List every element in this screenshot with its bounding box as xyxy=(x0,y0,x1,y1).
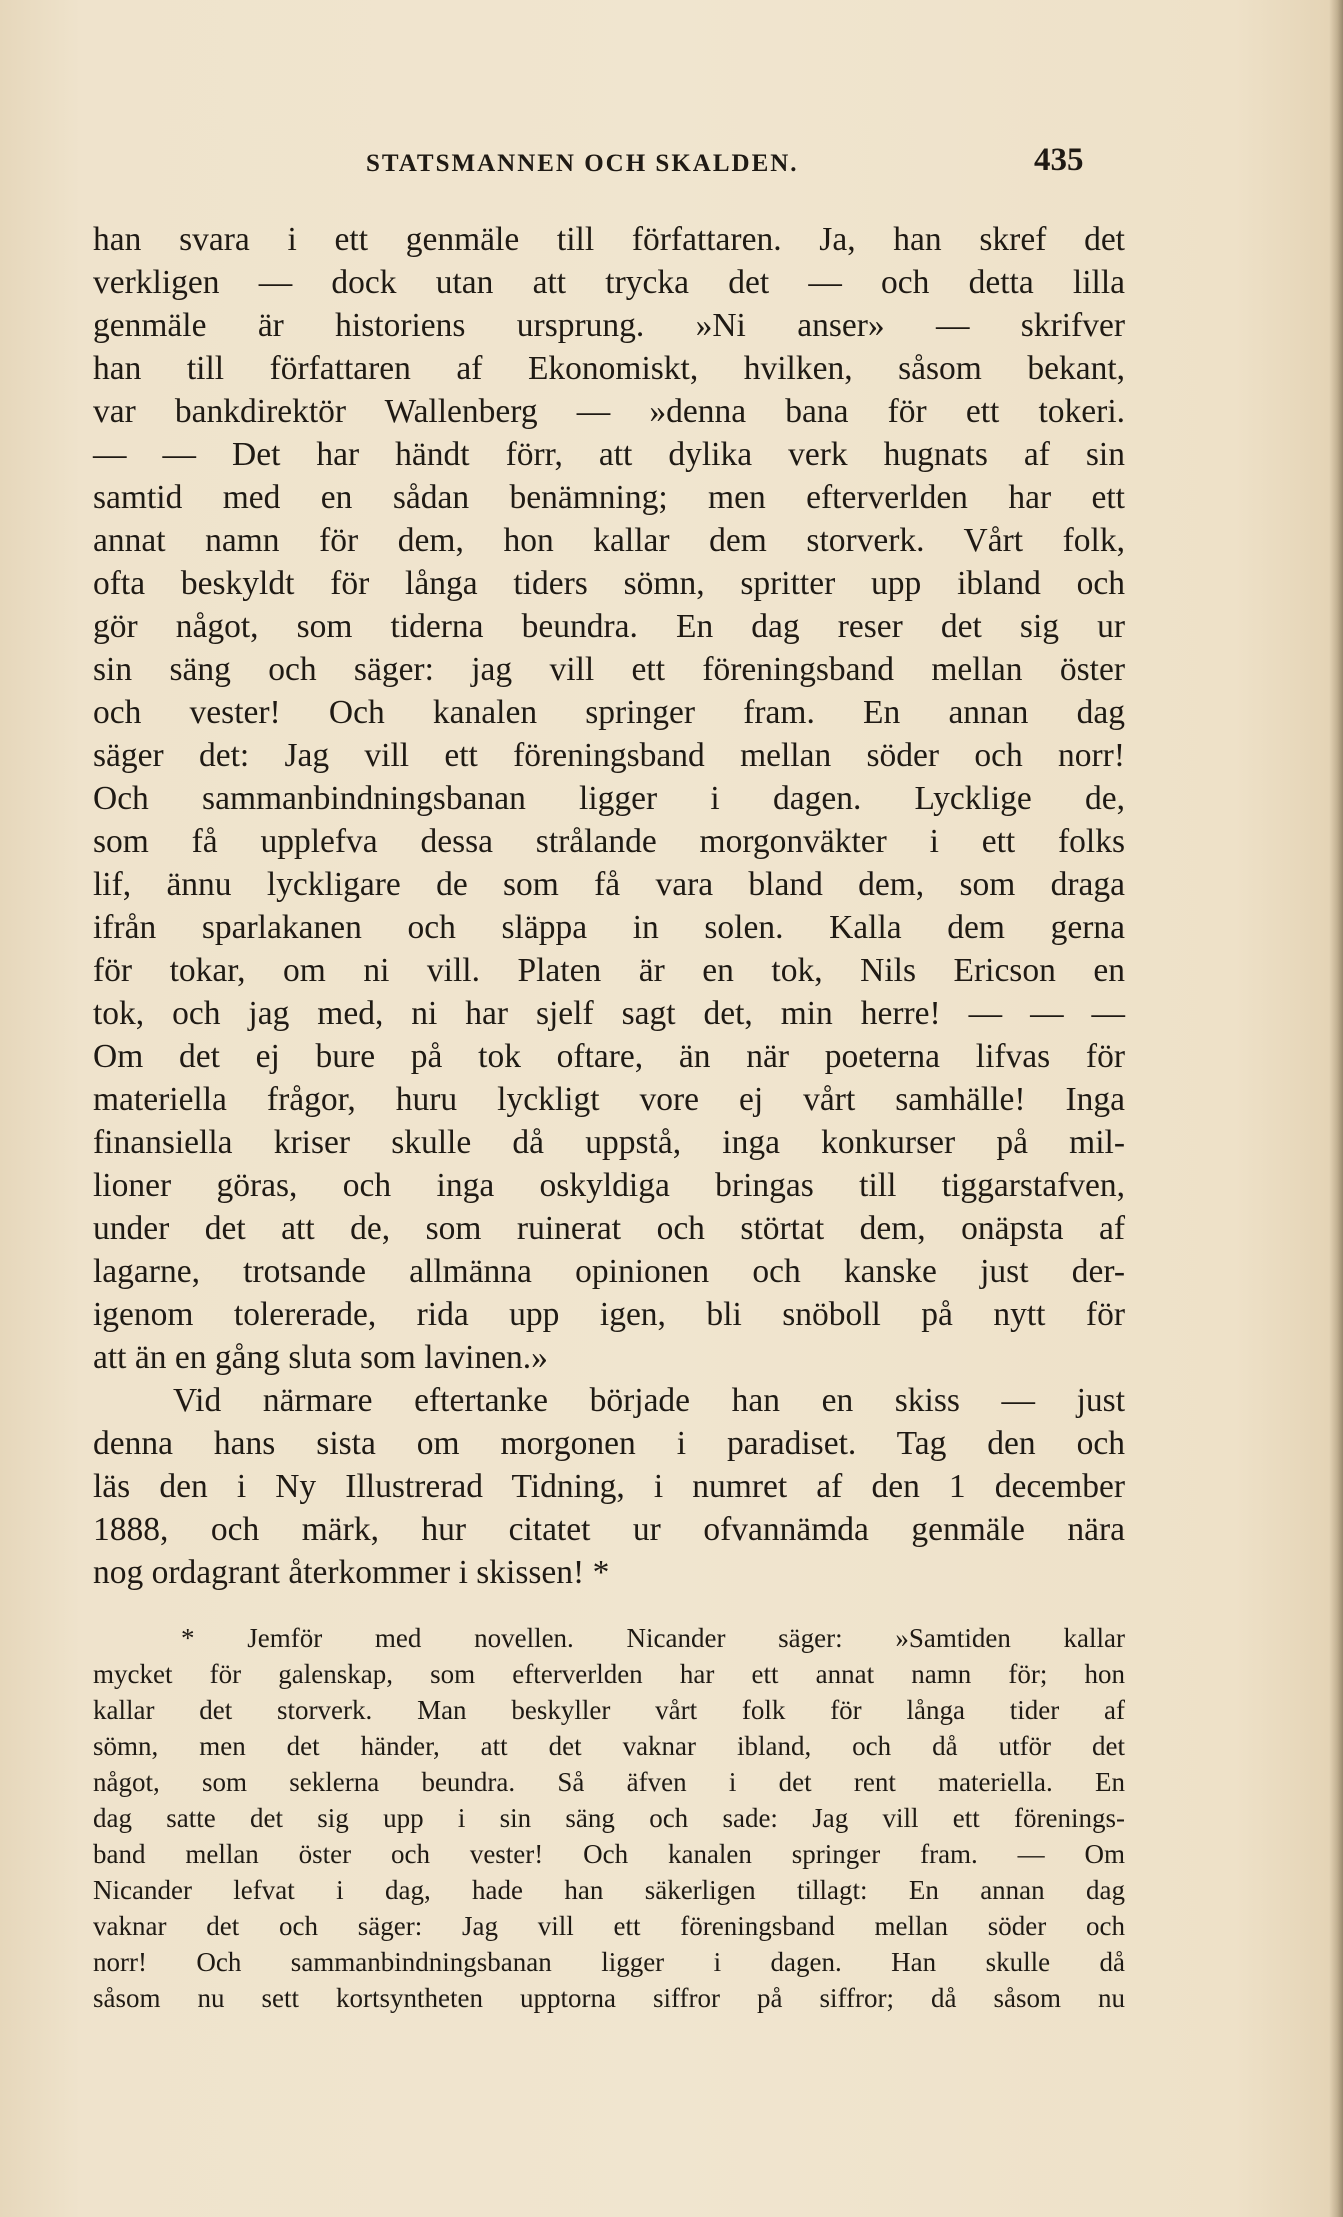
footnote-line: Nicander lefvat i dag, hade han säkerligen tillagt: En annan dag xyxy=(93,1875,1125,1905)
body-line: lioner göras, och inga oskyldiga bringas till tiggarstafven, xyxy=(93,1167,1125,1204)
body-line: säger det: Jag vill ett föreningsband mellan söder och norr! xyxy=(93,737,1125,774)
body-line: lagarne, trotsande allmänna opinionen och kanske just der- xyxy=(93,1253,1125,1290)
body-line: ofta beskyldt för långa tiders sömn, spritter upp ibland och xyxy=(93,565,1125,602)
body-text xyxy=(93,218,1125,1594)
body-line: ifrån sparlakanen och släppa in solen. Kalla dem gerna xyxy=(93,909,1125,946)
body-line: för tokar, om ni vill. Platen är en tok, Nils Ericson en xyxy=(93,952,1125,989)
body-line: sin säng och säger: jag vill ett föreningsband mellan öster xyxy=(93,651,1125,688)
body-line: att än en gång sluta som lavinen.» xyxy=(93,1339,548,1376)
footnote-line: något, som seklerna beundra. Så äfven i det rent materiella. En xyxy=(93,1767,1125,1797)
footnote-line: vaknar det och säger: Jag vill ett föreningsband mellan söder och xyxy=(93,1911,1125,1941)
footnote xyxy=(93,1620,1125,2016)
body-line: tok, och jag med, ni har sjelf sagt det, min herre! — — — xyxy=(93,995,1125,1032)
footnote-line: norr! Och sammanbindningsbanan ligger i dagen. Han skulle då xyxy=(93,1947,1125,1977)
body-line: annat namn för dem, hon kallar dem storverk. Vårt folk, xyxy=(93,522,1125,559)
footnote-line: * Jemför med novellen. Nicander säger: »Samtiden kallar xyxy=(181,1623,1125,1653)
body-line: som få upplefva dessa strålande morgonväkter i ett folks xyxy=(93,823,1125,860)
body-line: Om det ej bure på tok oftare, än när poeterna lifvas för xyxy=(93,1038,1125,1075)
body-line: under det att de, som ruinerat och störtat dem, onäpsta af xyxy=(93,1210,1125,1247)
body-line: denna hans sista om morgonen i paradiset. Tag den och xyxy=(93,1425,1125,1462)
body-line: samtid med en sådan benämning; men efterverlden har ett xyxy=(93,479,1125,516)
footnote-line: mycket för galenskap, som efterverlden har ett annat namn för; hon xyxy=(93,1659,1125,1689)
body-line: han till författaren af Ekonomiskt, hvilken, såsom bekant, xyxy=(93,350,1125,387)
body-line: Vid närmare eftertanke började han en skiss — just xyxy=(173,1382,1125,1419)
body-line: finansiella kriser skulle då uppstå, inga konkurser på mil- xyxy=(93,1124,1125,1161)
body-line: och vester! Och kanalen springer fram. En annan dag xyxy=(93,694,1125,731)
page-number: 435 xyxy=(1034,142,1084,178)
body-line: var bankdirektör Wallenberg — »denna bana för ett tokeri. xyxy=(93,393,1125,430)
footnote-line: såsom nu sett kortsyntheten upptorna siffror på siffror; då såsom nu xyxy=(93,1983,1125,2013)
body-line: — — Det har händt förr, att dylika verk hugnats af sin xyxy=(93,436,1125,473)
body-line: verkligen — dock utan att trycka det — och detta lilla xyxy=(93,264,1125,301)
body-line: materiella frågor, huru lyckligt vore ej vårt samhälle! Inga xyxy=(93,1081,1125,1118)
body-line: läs den i Ny Illustrerad Tidning, i numret af den 1 december xyxy=(93,1468,1125,1505)
footnote-line: dag satte det sig upp i sin säng och sade: Jag vill ett förenings- xyxy=(93,1803,1125,1833)
running-head: STATSMANNEN OCH SKALDEN. xyxy=(366,150,799,177)
body-line: gör något, som tiderna beundra. En dag reser det sig ur xyxy=(93,608,1125,645)
footnote-line: kallar det storverk. Man beskyller vårt folk för långa tider af xyxy=(93,1695,1125,1725)
page-edge-shadow xyxy=(1329,0,1343,2217)
body-line: igenom tolererade, rida upp igen, bli snöboll på nytt för xyxy=(93,1296,1125,1333)
body-line: lif, ännu lyckligare de som få vara bland dem, som draga xyxy=(93,866,1125,903)
body-line: han svara i ett genmäle till författaren. Ja, han skref det xyxy=(93,221,1125,258)
footnote-line: sömn, men det händer, att det vaknar ibland, och då utför det xyxy=(93,1731,1125,1761)
body-line: Och sammanbindningsbanan ligger i dagen. Lycklige de, xyxy=(93,780,1125,817)
body-line: genmäle är historiens ursprung. »Ni anser» — skrifver xyxy=(93,307,1125,344)
footnote-line: band mellan öster och vester! Och kanalen springer fram. — Om xyxy=(93,1839,1125,1869)
body-line: nog ordagrant återkommer i skissen! * xyxy=(93,1554,610,1591)
body-line: 1888, och märk, hur citatet ur ofvannämda genmäle nära xyxy=(93,1511,1125,1548)
